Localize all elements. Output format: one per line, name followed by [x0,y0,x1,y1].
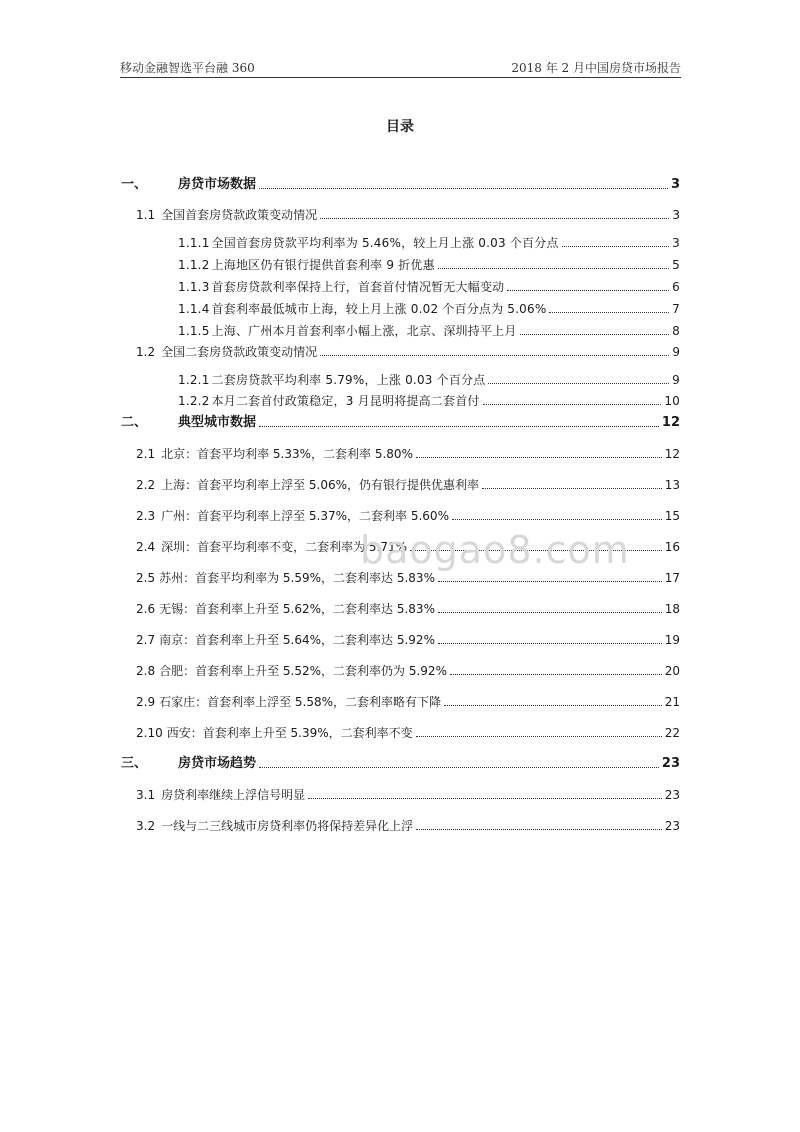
toc-leader-dots [488,382,669,384]
toc-entry-number: 1.2.1 [178,373,210,387]
toc-entry[interactable] [178,390,680,408]
toc-leader-dots [416,735,662,737]
toc-entry-title: 西安：首套利率上升至 5.39%，二套利率不变 [166,726,413,740]
toc-entry-number: 1.1.1 [178,236,210,250]
toc-entry-page: 13 [664,478,680,492]
toc-entry[interactable] [136,722,680,740]
toc-leader-dots [259,766,659,768]
toc-leader-dots [416,828,662,830]
toc-entry[interactable] [121,412,680,430]
toc-entry-number: 二、 [121,415,148,430]
toc-entry-page: 22 [664,726,680,740]
toc-entry[interactable] [136,815,680,833]
toc-entry-number: 2.8 [136,664,156,678]
toc-entry-number: 一、 [121,177,148,192]
toc-entry-page: 3 [670,177,680,192]
toc-entry[interactable] [136,505,680,523]
toc-entry-page: 7 [672,302,680,316]
page-title: 目录 [386,119,414,135]
toc-entry[interactable] [178,320,680,338]
toc-entry-title: 房贷市场趋势 [178,756,257,771]
toc-entry[interactable] [136,691,680,709]
toc-entry-title: 二套房贷款平均利率 5.79%，上涨 0.03 个百分点 [211,373,486,387]
toc-entry-title: 广州：首套平均利率上浮至 5.37%，二套利率 5.60% [161,509,449,523]
toc-entry[interactable] [178,298,680,316]
toc-entry[interactable] [121,174,680,192]
toc-leader-dots [410,549,662,551]
header-right-text: 2018 年 2 月中国房贷市场报告 [511,61,681,75]
toc-entry[interactable] [136,204,680,222]
toc-entry[interactable] [136,341,680,359]
toc-entry-number: 1.1.2 [178,258,210,272]
toc-leader-dots [320,354,669,356]
toc-leader-dots [259,425,659,427]
toc-entry[interactable] [136,443,680,461]
toc-entry-page: 3 [672,208,680,222]
toc-entry[interactable] [178,369,680,387]
toc-entry-number: 1.1.4 [178,302,210,316]
toc-entry-number: 三、 [121,756,148,771]
toc-leader-dots [562,245,670,247]
toc-entry-title: 无锡：首套利率上升至 5.62%，二套利率达 5.83% [159,602,435,616]
toc-leader-dots [416,456,662,458]
toc-entry-title: 房贷市场数据 [178,177,257,192]
toc-entry-number: 2.2 [136,478,156,492]
toc-entry-number: 1.2 [136,345,156,359]
toc-entry-page: 20 [664,664,680,678]
toc-entry-title: 典型城市数据 [178,415,257,430]
toc-entry-number: 2.9 [136,695,156,709]
toc-entry-page: 12 [664,447,680,461]
toc-entry[interactable] [136,629,680,647]
toc-entry-number: 2.1 [136,447,156,461]
toc-entry-page: 17 [664,571,680,585]
toc-entry[interactable] [121,753,680,771]
toc-entry-page: 23 [664,819,680,833]
toc-entry-title: 一线与二三线城市房贷利率仍将保持差异化上浮 [161,819,414,833]
toc-entry-number: 1.1.5 [178,324,210,338]
toc-entry[interactable] [178,232,680,250]
watermark-text: baogao8.com [360,528,630,572]
toc-entry-page: 18 [664,602,680,616]
toc-leader-dots [452,518,662,520]
toc-entry-title: 首套房贷款利率保持上行，首套首付情况暂无大幅变动 [211,280,505,294]
toc-leader-dots [520,333,670,335]
toc-entry-title: 上海、广州本月首套利率小幅上涨，北京、深圳持平上月 [211,324,517,338]
toc-entry-page: 5 [672,258,680,272]
toc-entry-number: 1.1 [136,208,156,222]
toc-entry-title: 上海地区仍有银行提供首套利率 9 折优惠 [211,258,435,272]
toc-entry-number: 3.2 [136,819,156,833]
toc-entry[interactable] [178,254,680,272]
toc-entry-title: 深圳：首套平均利率不变，二套利率为 5.71% [161,540,408,554]
toc-entry-number: 2.5 [136,571,156,585]
toc-entry[interactable] [178,276,680,294]
toc-entry-title: 石家庄：首套利率上浮至 5.58%，二套利率略有下降 [159,695,442,709]
toc-entry-page: 15 [664,509,680,523]
toc-leader-dots [438,267,669,269]
toc-leader-dots [320,217,669,219]
toc-entry-title: 苏州：首套平均利率为 5.59%，二套利率达 5.83% [159,571,435,585]
toc-leader-dots [308,797,662,799]
toc-entry-page: 12 [661,415,680,430]
toc-entry-page: 9 [672,345,680,359]
toc-entry[interactable] [136,567,680,585]
toc-leader-dots [549,311,669,313]
toc-leader-dots [483,403,662,405]
toc-leader-dots [438,611,662,613]
toc-entry-page: 16 [664,540,680,554]
toc-entry-page: 3 [672,236,680,250]
toc-entry-title: 全国二套房贷款政策变动情况 [161,345,318,359]
toc-entry-page: 8 [672,324,680,338]
toc-entry[interactable] [136,474,680,492]
toc-entry-title: 北京：首套平均利率 5.33%，二套利率 5.80% [161,447,413,461]
toc-entry-number: 1.1.3 [178,280,210,294]
toc-entry-number: 2.10 [136,726,163,740]
toc-entry-page: 10 [664,394,680,408]
header-left-text: 移动金融智选平台融 360 [120,61,255,75]
toc-entry-title: 上海：首套平均利率上浮至 5.06%，仍有银行提供优惠利率 [161,478,480,492]
toc-entry-page: 19 [664,633,680,647]
toc-entry-page: 23 [664,788,680,802]
toc-entry[interactable] [136,536,680,554]
toc-leader-dots [438,580,662,582]
toc-leader-dots [450,673,662,675]
toc-leader-dots [482,487,662,489]
toc-leader-dots [507,289,669,291]
toc-leader-dots [259,187,668,189]
toc-entry-number: 1.2.2 [178,394,210,408]
toc-entry-title: 全国首套房贷款平均利率为 5.46%，较上月上涨 0.03 个百分点 [211,236,559,250]
toc-entry-page: 6 [672,280,680,294]
toc-entry-number: 2.4 [136,540,156,554]
toc-entry-number: 2.3 [136,509,156,523]
toc-entry-title: 全国首套房贷款政策变动情况 [161,208,318,222]
toc-entry[interactable] [136,784,680,802]
toc-leader-dots [444,704,662,706]
toc-entry[interactable] [136,660,680,678]
toc-entry-page: 21 [664,695,680,709]
toc-entry-title: 房贷利率继续上浮信号明显 [161,788,306,802]
toc-entry-page: 23 [661,756,680,771]
toc-leader-dots [438,642,662,644]
toc-entry-title: 首套利率最低城市上海，较上月上涨 0.02 个百分点为 5.06% [211,302,547,316]
toc-entry-title: 合肥：首套利率上升至 5.52%，二套利率仍为 5.92% [159,664,447,678]
toc-entry[interactable] [136,598,680,616]
toc-entry-number: 2.7 [136,633,156,647]
toc-entry-number: 2.6 [136,602,156,616]
toc-entry-page: 9 [672,373,680,387]
toc-entry-title: 南京：首套利率上升至 5.64%，二套利率达 5.92% [159,633,435,647]
toc-entry-number: 3.1 [136,788,156,802]
toc-entry-title: 本月二套首付政策稳定，3 月昆明将提高二套首付 [211,394,480,408]
